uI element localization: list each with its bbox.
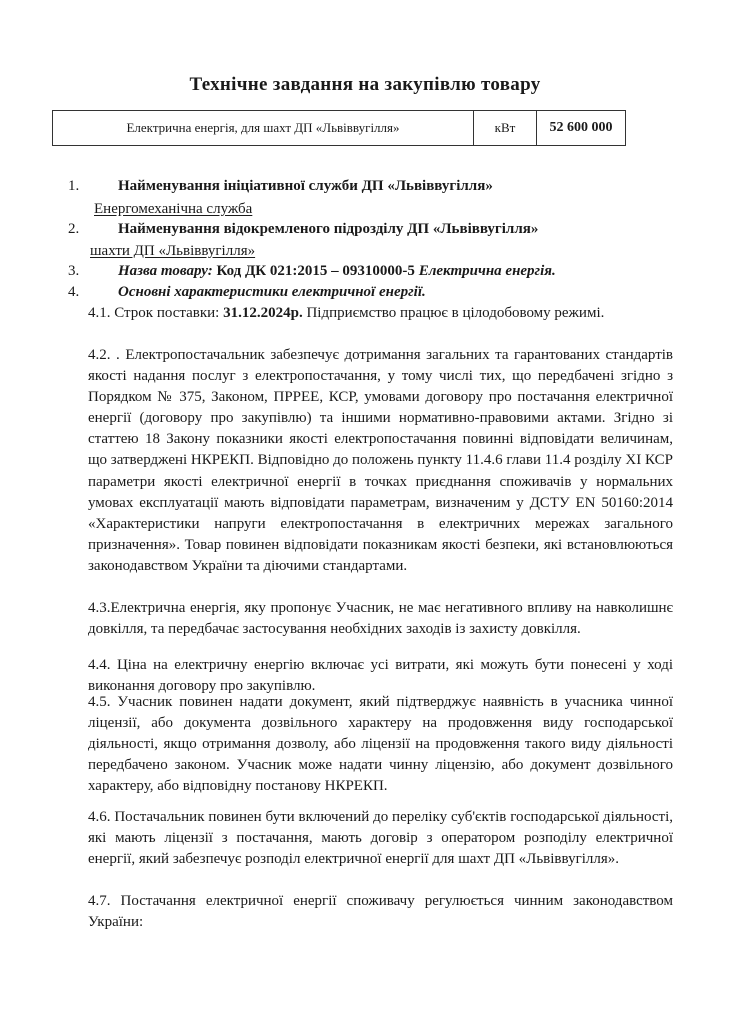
- section-number: 2.: [68, 221, 80, 237]
- section-number: 1.: [68, 178, 80, 194]
- paragraph-4-6: 4.6. Постачальник повинен бути включений до переліку суб'єктів господарської діяльності, які мають ліцензії з постачання, мають договір з оператором розподілу електричної енергії, який забезпечує розподіл електричної енергії для шахт ДП «Львіввугілля».: [88, 809, 673, 868]
- goods-table-row: [53, 111, 626, 146]
- goods-name-label: Назва товару:: [118, 263, 213, 279]
- section-2-heading: [68, 221, 538, 238]
- section-title: Основні характеристики електричної енергії.: [118, 284, 426, 300]
- paragraph-4-7: 4.7. Постачання електричної енергії споживачу регулюється чинним законодавством України:: [88, 893, 673, 931]
- delivery-term-rest: Підприємство працює в цілодобовому режимі.: [302, 305, 605, 321]
- goods-name-cell: Електрична енергія, для шахт ДП «Львіввугілля»: [53, 111, 474, 146]
- goods-unit-cell: кВт: [474, 111, 537, 146]
- paragraph-4-3: 4.3.Електрична енергія, яку пропонує Учасник, не має негативного впливу на навколишнє довкілля, та передбачає застосування необхідних заходів із захисту довкілля.: [88, 600, 673, 638]
- delivery-term-label: 4.1. Строк поставки:: [88, 305, 224, 321]
- section-2-value: шахти ДП «Львіввугілля»: [90, 243, 256, 259]
- section-1-heading: [68, 178, 493, 195]
- delivery-date: 31.12.2024р.: [223, 305, 303, 321]
- section-number: 4.: [68, 284, 80, 300]
- goods-quantity-cell: 52 600 000: [537, 111, 626, 146]
- section-3-heading: [68, 263, 556, 280]
- section-1-value: Енергомеханічна служба: [94, 201, 253, 217]
- section-title: Найменування відокремленого підрозділу ДП «Львіввугілля»: [118, 221, 539, 237]
- goods-name: Електрична енергія.: [418, 263, 556, 279]
- paragraph-4-1: [88, 303, 618, 324]
- section-4-heading: [68, 284, 426, 301]
- section-title: Найменування ініціативної служби ДП «Львіввугілля»: [118, 178, 493, 194]
- section-number: 3.: [68, 263, 80, 279]
- goods-table: [52, 110, 626, 146]
- document-title: Технічне завдання на закупівлю товару: [189, 74, 541, 95]
- goods-code: Код ДК 021:2015 – 09310000-5: [216, 263, 415, 279]
- paragraph-4-5: 4.5. Учасник повинен надати документ, який підтверджує наявність в учасника чинної ліцензії, або документа дозвільного характеру на продовження виду господарської діяльності, якщо отримання дозволу, або ліцензії на продовження такого виду діяльності передбачено законом. Учасник може надати чинну ліцензію, або документ дозвільного характеру, або відповідну постанову НКРЕКП.: [88, 694, 673, 795]
- paragraph-4-4: 4.4. Ціна на електричну енергію включає усі витрати, які можуть бути понесені у ході виконання договору про закупівлю.: [88, 657, 673, 695]
- paragraph-4-2: 4.2. . Електропостачальник забезпечує дотримання загальних та гарантованих стандартів якості надання послуг з електропостачання, у тому числі тих, що передбачені згідно з Порядком № 375, Законом, ПРРЕЕ, КСР, умовами договору про постачання електричної енергії (договору про закупівлю) та іншими нормативно-правовими актами. Згідно зі статтею 18 Закону показники якості електропостачання повинні відповідати величинам, що затверджені НКРЕКП. Відповідно до положень пункту 11.4.6 глави 11.4 розділу XI КСР параметри якості електричної енергії в точках приєднання споживачів у нормальних умовах експлуатації мають відповідати параметрам, визначеним у ДСТУ EN 50160:2014 «Характеристики напруги електропостачання в електричних мережах загального призначення». Товар повинен відповідати показникам якості безпеки, які встановлюються законодавством України та діючими стандартами.: [88, 347, 673, 574]
